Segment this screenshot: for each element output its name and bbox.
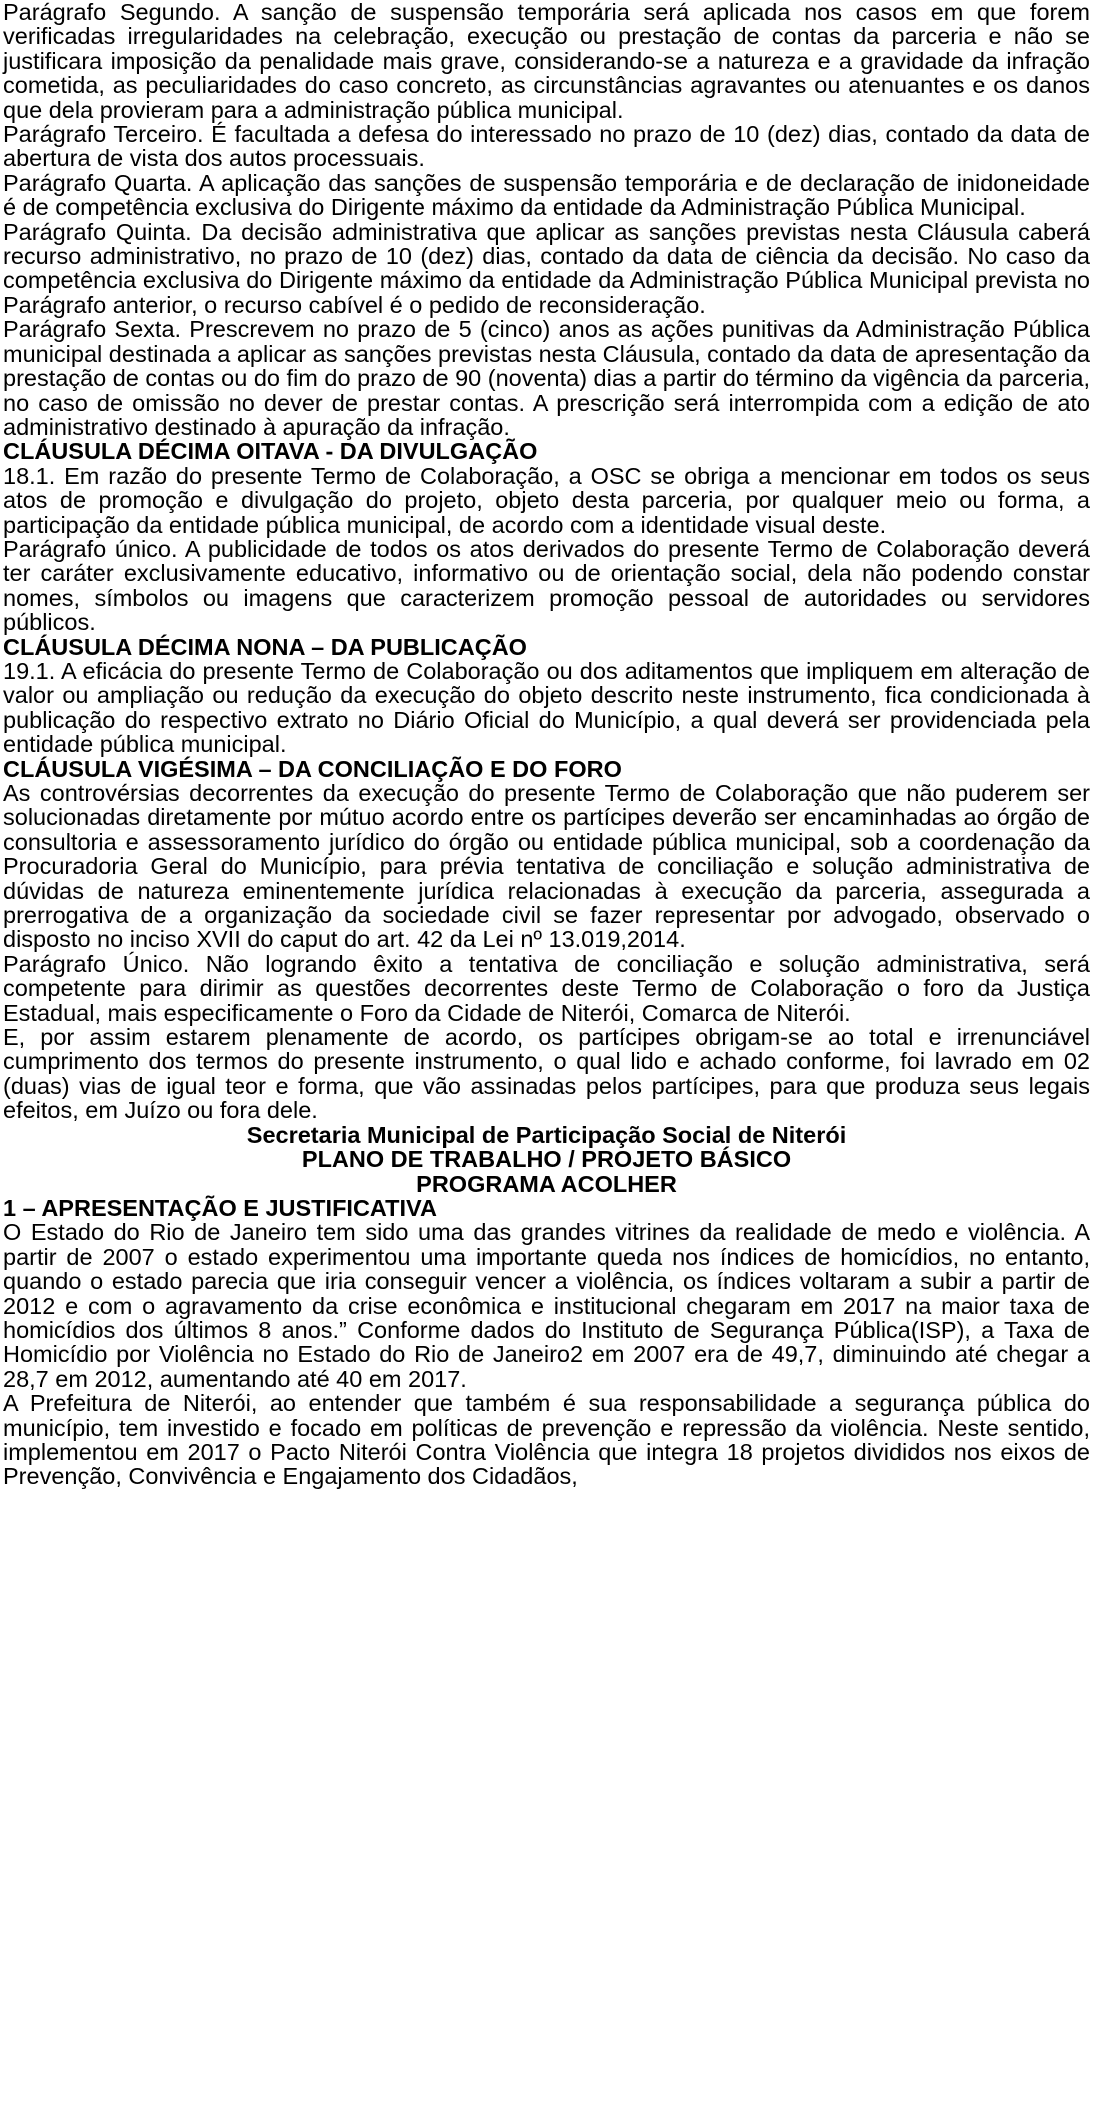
estado-rio-text: O Estado do Rio de Janeiro tem sido uma das grandes vitrines da realidade de medo e violência. A partir de 2007 o estado experimentou uma importante queda nos índices de homicídios, no entanto, quando o estado parecia que iria conseguir vencer a violência, os índices voltaram a subir a partir de 2012 e com o agravamento da crise econômica e institucional chegaram em 2017 na maior taxa de homicídios dos últimos 8 anos.” Conforme dados do Instituto de Segurança Pública(ISP), a Taxa de Homicídio por Violência no Estado do Rio de Janeiro2 em 2007 era de 49,7, diminuindo até chegar a 28,7 em 2012, aumentando até 40 em 2017. <box>3 1219 1090 1392</box>
plano-trabalho-title: PLANO DE TRABALHO / PROJETO BÁSICO <box>301 1146 792 1173</box>
paragrafo-unico-foro-text: Parágrafo Único. Não logrando êxito a tentativa de conciliação e solução administrativa, será competente para dirimir as questões decorrentes deste Termo de Colaboração o foro da Justiça Estadual, mais especificamente o Foro da Cidade de Niterói, Comarca de Niterói. <box>3 950 1090 1026</box>
paragrafo-unico-divulgacao-text: Parágrafo único. A publicidade de todos os atos derivados do presente Termo de Colaboração deverá ter caráter exclusivamente educativo, informativo ou de orientação social, dela não podendo constar nomes, símbolos ou imagens que caracterizem promoção pessoal de autoridades ou servidores públicos. <box>3 535 1090 636</box>
clausula-decima-oitava-heading: CLÁUSULA DÉCIMA OITAVA - DA DIVULGAÇÃO <box>3 438 538 465</box>
paragrafo-quarta-text: Parágrafo Quarta. A aplicação das sanções de suspensão temporária e de declaração de inidoneidade é de competência exclusiva do Dirigente máximo da entidade da Administração Pública Municipal. <box>3 169 1090 221</box>
secretaria-title: Secretaria Municipal de Participação Social de Niterói <box>246 1121 847 1148</box>
paragrafo-sexta-text: Parágrafo Sexta. Prescrevem no prazo de 5 (cinco) anos as ações punitivas da Administração Pública municipal destinada a aplicar as sanções previstas nesta Cláusula, contado da data de apresentação da prestação de contas ou do fim do prazo de 90 (noventa) dias a partir do término da vigência da parceria, no caso de omissão no dever de prestar contas. A prescrição será interrompida com a edição de ato administrativo destinado à apuração da infração. <box>3 316 1090 440</box>
item-19-1-text: 19.1. A eficácia do presente Termo de Colaboração ou dos aditamentos que impliquem em alteração de valor ou ampliação ou redução da execução do objeto descrito neste instrumento, fica condicionada à publicação do respectivo extrato no Diário Oficial do Município, a qual deverá ser providenciada pela entidade pública municipal. <box>3 657 1090 758</box>
clausula-decima-nona-heading: CLÁUSULA DÉCIMA NONA – DA PUBLICAÇÃO <box>3 633 527 660</box>
controversias-text: As controvérsias decorrentes da execução do presente Termo de Colaboração que não puderem ser solucionadas diretamente por mútuo acordo entre os partícipes deverão ser encaminhadas ao órgão de consultoria e assessoramento jurídico do órgão ou entidade pública municipal, sob a coordenação da Procuradoria Geral do Município, para prévia tentativa de conciliação e solução administrativa de dúvidas de natureza eminentemente jurídica relacionadas à execução da parceria, assegurada a prerrogativa de a organização da sociedade civil se fazer representar por advogado, observado o disposto no inciso XVII do caput do art. 42 da Lei nº 13.019,2014. <box>3 780 1090 953</box>
apresentacao-heading: 1 – APRESENTAÇÃO E JUSTIFICATIVA <box>3 1194 437 1221</box>
prefeitura-niteroi-text: A Prefeitura de Niterói, ao entender que também é sua responsabilidade a segurança pública do município, tem investido e focado em políticas de prevenção e repressão da violência. Neste sentido, implementou em 2017 o Pacto Niterói Contra Violência que integra 18 projetos divididos nos eixos de Prevenção, Convivência e Engajamento dos Cidadãos, <box>3 1390 1090 1490</box>
programa-acolher-title: PROGRAMA ACOLHER <box>416 1170 677 1197</box>
item-18-1-text: 18.1. Em razão do presente Termo de Colaboração, a OSC se obriga a mencionar em todos os seus atos de promoção e divulgação do projeto, objeto desta parceria, por qualquer meio ou forma, a participação da entidade pública municipal, de acordo com a identidade visual deste. <box>3 462 1090 538</box>
encerramento-text: E, por assim estarem plenamente de acordo, os partícipes obrigam-se ao total e irrenunciável cumprimento dos termos do presente instrumento, o qual lido e achado conforme, foi lavrado em 02 (duas) vias de igual teor e forma, que vão assinadas pelos partícipes, para que produza seus legais efeitos, em Juízo ou fora dele. <box>3 1024 1090 1124</box>
paragrafo-terceiro-text: Parágrafo Terceiro. É facultada a defesa do interessado no prazo de 10 (dez) dias, contado da data de abertura de vista dos autos processuais. <box>3 121 1090 172</box>
paragrafo-quinta-text: Parágrafo Quinta. Da decisão administrativa que aplicar as sanções previstas nesta Cláusula caberá recurso administrativo, no prazo de 10 (dez) dias, contado da data de ciência da decisão. No caso da competência exclusiva do Dirigente máximo da entidade da Administração Pública Municipal prevista no Parágrafo anterior, o recurso cabível é o pedido de reconsideração. <box>3 218 1090 318</box>
clausula-vigesima-heading: CLÁUSULA VIGÉSIMA – DA CONCILIAÇÃO E DO FORO <box>3 755 622 782</box>
paragrafo-segundo-text: Parágrafo Segundo. A sanção de suspensão temporária será aplicada nos casos em que forem verificadas irregularidades na celebração, execução ou prestação de contas da parceria e não se justificara imposição da penalidade mais grave, considerando-se a natureza e a gravidade da infração cometida, as peculiaridades do caso concreto, as circunstâncias agravantes ou atenuantes e os danos que dela provieram para a administração pública municipal. <box>3 0 1090 123</box>
